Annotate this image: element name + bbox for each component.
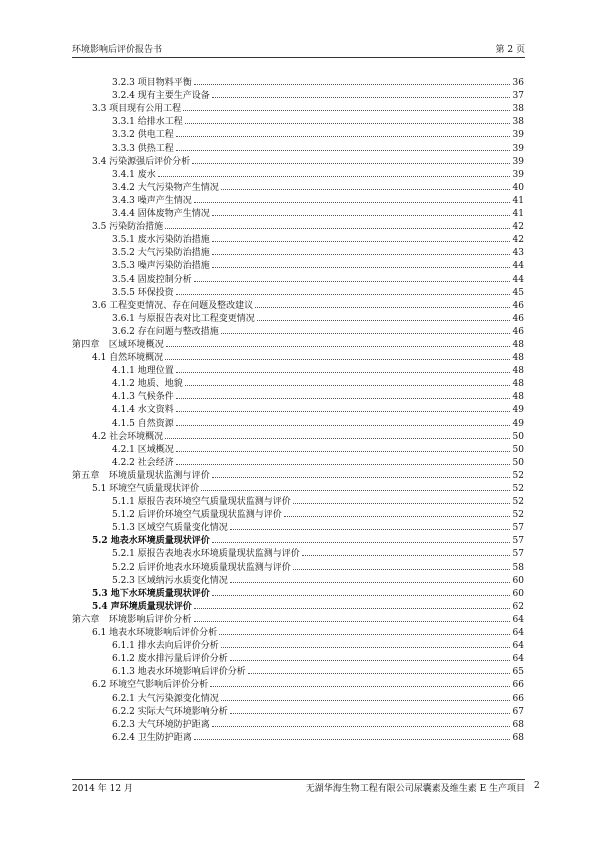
toc-dot-leader	[230, 569, 510, 583]
toc-entry-page: 45	[512, 287, 524, 298]
toc-entry-page: 39	[512, 156, 524, 167]
toc-dot-leader	[221, 634, 510, 648]
toc-entry[interactable]	[72, 726, 524, 743]
page-footer	[72, 779, 525, 796]
toc-dot-leader	[212, 202, 510, 216]
toc-entry-page: 64	[512, 628, 524, 639]
toc-entry-page: 57	[512, 523, 524, 534]
toc-entry-title: 5.1 环境空气质量现状评价	[92, 484, 200, 494]
toc-dot-leader	[221, 176, 510, 190]
toc-entry-page: 39	[512, 130, 524, 141]
toc-entry[interactable]	[72, 582, 524, 599]
toc-dot-leader	[201, 477, 510, 491]
toc-entry-page: 39	[512, 169, 524, 180]
toc-entry-title: 3.3.1 给排水工程	[112, 117, 183, 128]
toc-entry-page: 60	[512, 588, 524, 599]
toc-entry[interactable]	[72, 477, 524, 494]
toc-dot-leader	[221, 686, 510, 700]
toc-dot-leader	[212, 254, 510, 268]
toc-entry[interactable]	[72, 215, 524, 233]
toc-entry-page: 46	[512, 313, 524, 324]
toc-entry[interactable]	[72, 136, 524, 154]
toc-entry-title: 3.6 工程变更情况、存在问题及整改建议	[92, 300, 254, 311]
toc-entry[interactable]	[72, 490, 524, 508]
toc-dot-leader	[176, 438, 510, 452]
toc-dot-leader	[219, 621, 510, 635]
toc-entry-title: 3.3.3 供热工程	[112, 143, 174, 154]
toc-entry[interactable]	[72, 385, 524, 403]
toc-dot-leader	[230, 700, 510, 714]
toc-entry[interactable]	[72, 281, 524, 298]
toc-entry-page: 52	[512, 484, 524, 494]
toc-entry[interactable]	[72, 516, 524, 534]
toc-entry-title: 6.2.3 大气环境防护距离	[112, 719, 210, 730]
toc-entry[interactable]	[72, 267, 524, 285]
toc-entry-page: 46	[512, 326, 524, 337]
toc-entry[interactable]	[72, 241, 524, 259]
toc-dot-leader	[230, 647, 510, 661]
toc-entry-title: 3.6.2 存在问题与整改措施	[112, 326, 219, 337]
toc-entry-page: 43	[512, 248, 524, 259]
toc-entry-title: 4.2.1 区域概况	[112, 444, 174, 455]
toc-entry-title: 第四章 区域环境概况	[72, 339, 165, 350]
toc-entry-title: 5.1.1 原报告表环境空气质量现状监测与评价	[112, 497, 291, 508]
toc-entry-title: 6.1.3 地表水环境影响后评价分析	[112, 667, 246, 678]
toc-entry[interactable]	[72, 228, 524, 246]
toc-dot-leader	[212, 84, 510, 98]
toc-entry-page: 57	[512, 549, 524, 560]
toc-entry-page: 40	[512, 182, 524, 193]
toc-dot-leader	[210, 673, 510, 687]
toc-entry[interactable]	[72, 84, 524, 102]
toc-entry-page: 38	[512, 117, 524, 128]
toc-dot-leader	[183, 97, 510, 111]
toc-entry[interactable]	[72, 451, 524, 468]
toc-dot-leader	[176, 281, 510, 295]
toc-entry-page: 57	[512, 536, 524, 547]
toc-entry[interactable]	[72, 372, 524, 390]
toc-entry-title: 6.1.2 废水排污量后评价分析	[112, 654, 228, 665]
toc-dot-leader	[176, 123, 510, 137]
report-date: 2014 年 12 月	[72, 784, 133, 794]
toc-dot-leader	[176, 398, 510, 412]
toc-dot-leader	[212, 529, 510, 543]
toc-entry[interactable]	[72, 713, 524, 730]
toc-entry-page: 48	[512, 366, 524, 377]
toc-entry-page: 48	[512, 339, 524, 350]
toc-dot-leader	[194, 608, 510, 622]
toc-entry-page: 50	[512, 444, 524, 455]
toc-entry-title: 3.5 污染防治措施	[92, 222, 164, 233]
toc-entry[interactable]	[72, 346, 524, 364]
toc-entry[interactable]	[72, 660, 524, 678]
toc-entry[interactable]	[72, 71, 524, 89]
toc-entry[interactable]	[72, 123, 524, 141]
toc-entry-title: 4.1.4 水文资料	[112, 405, 174, 416]
toc-entry[interactable]	[72, 700, 524, 717]
toc-entry-title: 4.2.2 社会经济	[112, 457, 174, 468]
toc-entry-page: 49	[512, 418, 524, 429]
toc-entry-title: 5.2 地表水环境质量现状评价	[92, 536, 210, 547]
toc-entry-title: 4.2 社会环境概况	[92, 431, 164, 442]
toc-dot-leader	[212, 713, 510, 727]
toc-dot-leader	[194, 595, 510, 609]
toc-dot-leader	[284, 503, 510, 517]
toc-entry-title: 5.2.2 后评价地表水环境质量现状监测与评价	[112, 562, 291, 573]
toc-entry-page: 68	[512, 732, 524, 743]
toc-entry[interactable]	[72, 673, 524, 691]
toc-dot-leader	[185, 110, 510, 124]
toc-entry[interactable]	[72, 398, 524, 416]
toc-entry-title: 第五章 环境质量现状监测与评价	[72, 470, 211, 481]
toc-dot-leader	[165, 346, 510, 360]
toc-dot-leader	[194, 726, 510, 740]
toc-entry[interactable]	[72, 359, 524, 377]
toc-entry-page: 48	[512, 392, 524, 403]
toc-entry[interactable]	[72, 97, 524, 115]
toc-dot-leader	[255, 294, 510, 308]
toc-entry-title: 4.1 自然环境概况	[92, 353, 164, 364]
toc-dot-leader	[158, 163, 510, 177]
toc-entry-page: 60	[512, 575, 524, 586]
toc-entry-title: 3.4.1 废水	[112, 169, 156, 180]
toc-entry-title: 6.2.2 实际大气环境影响分析	[112, 706, 228, 717]
toc-dot-leader	[176, 411, 510, 425]
toc-entry[interactable]	[72, 647, 524, 665]
toc-entry-page: 39	[512, 143, 524, 154]
toc-entry-title: 第六章 环境影响后评价分析	[72, 614, 192, 625]
report-title: 环境影响后评价报告书	[72, 45, 163, 55]
toc-entry-page: 41	[512, 195, 524, 206]
toc-entry-title: 3.4 污染源强后评价分析	[92, 156, 191, 167]
toc-entry[interactable]	[72, 176, 524, 193]
toc-entry-page: 38	[512, 104, 524, 115]
toc-entry-page: 62	[512, 601, 524, 612]
toc-entry-title: 4.1.1 地理位置	[112, 366, 174, 377]
toc-entry-title: 3.3.2 供电工程	[112, 130, 174, 141]
toc-entry-page: 42	[512, 222, 524, 233]
toc-entry[interactable]	[72, 529, 524, 547]
page-header	[72, 43, 525, 58]
toc-entry-title: 5.1.3 区域空气质量变化情况	[112, 523, 228, 534]
toc-entry-title: 3.3 项目现有公用工程	[92, 104, 182, 115]
toc-entry[interactable]	[72, 425, 524, 442]
toc-entry[interactable]	[72, 608, 524, 625]
toc-entry-title: 3.2.3 项目物料平衡	[112, 78, 192, 89]
page-label: 第 2 页	[495, 45, 525, 55]
toc-entry-page: 44	[512, 261, 524, 272]
toc-entry-page: 66	[512, 680, 524, 691]
toc-entry-page: 58	[512, 562, 524, 573]
toc-entry-page: 48	[512, 379, 524, 390]
toc-entry-title: 3.5.4 固废控制分析	[112, 274, 192, 285]
toc-dot-leader	[166, 333, 510, 347]
toc-entry[interactable]	[72, 686, 524, 704]
toc-entry[interactable]	[72, 542, 524, 560]
toc-entry[interactable]	[72, 202, 524, 220]
toc-entry[interactable]	[72, 163, 524, 180]
toc-entry-title: 3.5.3 噪声污染防治措施	[112, 261, 210, 272]
toc-entry-title: 5.2.1 原报告表地表水环境质量现状监测与评价	[112, 549, 300, 560]
toc-entry-title: 6.2.4 卫生防护距离	[112, 732, 192, 743]
toc-entry[interactable]	[72, 621, 524, 639]
toc-dot-leader	[212, 241, 510, 255]
toc-dot-leader	[176, 359, 510, 373]
toc-entry-page: 50	[512, 431, 524, 442]
toc-entry-page: 65	[512, 667, 524, 678]
toc-dot-leader	[176, 451, 510, 465]
table-of-contents	[72, 71, 524, 743]
toc-entry-page: 66	[512, 693, 524, 704]
toc-entry[interactable]	[72, 503, 524, 521]
toc-entry-title: 3.6.1 与原报告表对比工程变更情况	[112, 313, 255, 324]
toc-entry-page: 49	[512, 405, 524, 416]
toc-entry-page: 37	[512, 91, 524, 102]
toc-entry-title: 3.5.1 废水污染防治措施	[112, 235, 210, 246]
toc-entry-page: 46	[512, 300, 524, 311]
toc-entry[interactable]	[72, 464, 524, 481]
toc-dot-leader	[176, 136, 510, 150]
toc-dot-leader	[194, 189, 510, 203]
toc-entry[interactable]	[72, 333, 524, 350]
toc-entry-page: 64	[512, 614, 524, 625]
toc-dot-leader	[185, 372, 510, 386]
toc-entry-page: 64	[512, 654, 524, 665]
toc-entry[interactable]	[72, 189, 524, 206]
toc-dot-leader	[212, 228, 510, 242]
toc-entry-title: 3.5.2 大气污染防治措施	[112, 248, 210, 259]
toc-dot-leader	[293, 555, 510, 569]
toc-entry-page: 42	[512, 235, 524, 246]
toc-entry-title: 4.1.2 地质、地貌	[112, 379, 183, 390]
toc-entry[interactable]	[72, 411, 524, 429]
toc-entry-title: 5.4 声环境质量现状评价	[92, 601, 192, 612]
toc-entry-page: 52	[512, 470, 524, 481]
toc-entry-page: 52	[512, 497, 524, 508]
toc-entry[interactable]	[72, 555, 524, 573]
toc-entry-title: 6.2 环境空气影响后评价分析	[92, 680, 209, 691]
toc-entry[interactable]	[72, 569, 524, 586]
toc-dot-leader	[165, 215, 510, 229]
toc-entry[interactable]	[72, 634, 524, 652]
toc-entry-title: 4.1.3 气候条件	[112, 392, 174, 403]
toc-entry-title: 3.2.4 现有主要生产设备	[112, 91, 210, 102]
toc-entry-title: 6.2.1 大气污染源变化情况	[112, 693, 219, 704]
toc-entry-title: 5.1.2 后评价环境空气质量现状监测与评价	[112, 510, 282, 521]
toc-dot-leader	[194, 267, 510, 281]
toc-entry[interactable]	[72, 307, 524, 324]
toc-entry-page: 64	[512, 641, 524, 652]
toc-entry[interactable]	[72, 150, 524, 167]
toc-entry-title: 3.4.3 噪声产生情况	[112, 195, 192, 206]
toc-entry-title: 5.2.3 区域纳污水质变化情况	[112, 575, 228, 586]
toc-dot-leader	[212, 582, 510, 596]
toc-dot-leader	[257, 307, 510, 321]
toc-entry-title: 3.4.4 固体废物产生情况	[112, 209, 210, 220]
page-number: 2	[534, 781, 540, 791]
toc-dot-leader	[230, 516, 510, 530]
toc-entry-page: 52	[512, 510, 524, 521]
toc-dot-leader	[248, 660, 510, 674]
toc-entry-page: 48	[512, 353, 524, 364]
toc-entry-title: 3.5.5 环保投资	[112, 287, 174, 298]
toc-dot-leader	[221, 320, 510, 334]
toc-entry[interactable]	[72, 254, 524, 272]
toc-entry[interactable]	[72, 110, 524, 128]
toc-entry-page: 41	[512, 209, 524, 220]
toc-entry[interactable]	[72, 320, 524, 337]
toc-entry-title: 6.1 地表水环境影响后评价分析	[92, 628, 218, 639]
toc-entry[interactable]	[72, 595, 524, 612]
toc-entry-page: 44	[512, 274, 524, 285]
project-name: 无湖华海生物工程有限公司尿囊素及维生素 E 生产项目	[305, 784, 525, 794]
toc-dot-leader	[293, 490, 510, 504]
toc-dot-leader	[194, 71, 510, 85]
toc-entry[interactable]	[72, 294, 524, 311]
toc-entry-page: 68	[512, 719, 524, 730]
toc-entry-title: 4.1.5 自然资源	[112, 418, 174, 429]
toc-entry-title: 6.1.1 排水去向后评价分析	[112, 641, 219, 652]
toc-dot-leader	[302, 542, 510, 556]
toc-entry-title: 3.4.2 大气污染物产生情况	[112, 182, 219, 193]
toc-dot-leader	[212, 464, 510, 478]
toc-dot-leader	[192, 150, 510, 164]
toc-entry-page: 50	[512, 457, 524, 468]
toc-entry-page: 36	[512, 78, 524, 89]
toc-entry-page: 67	[512, 706, 524, 717]
toc-dot-leader	[176, 385, 510, 399]
toc-entry[interactable]	[72, 438, 524, 455]
toc-entry-title: 5.3 地下水环境质量现状评价	[92, 588, 210, 599]
toc-dot-leader	[165, 425, 510, 439]
